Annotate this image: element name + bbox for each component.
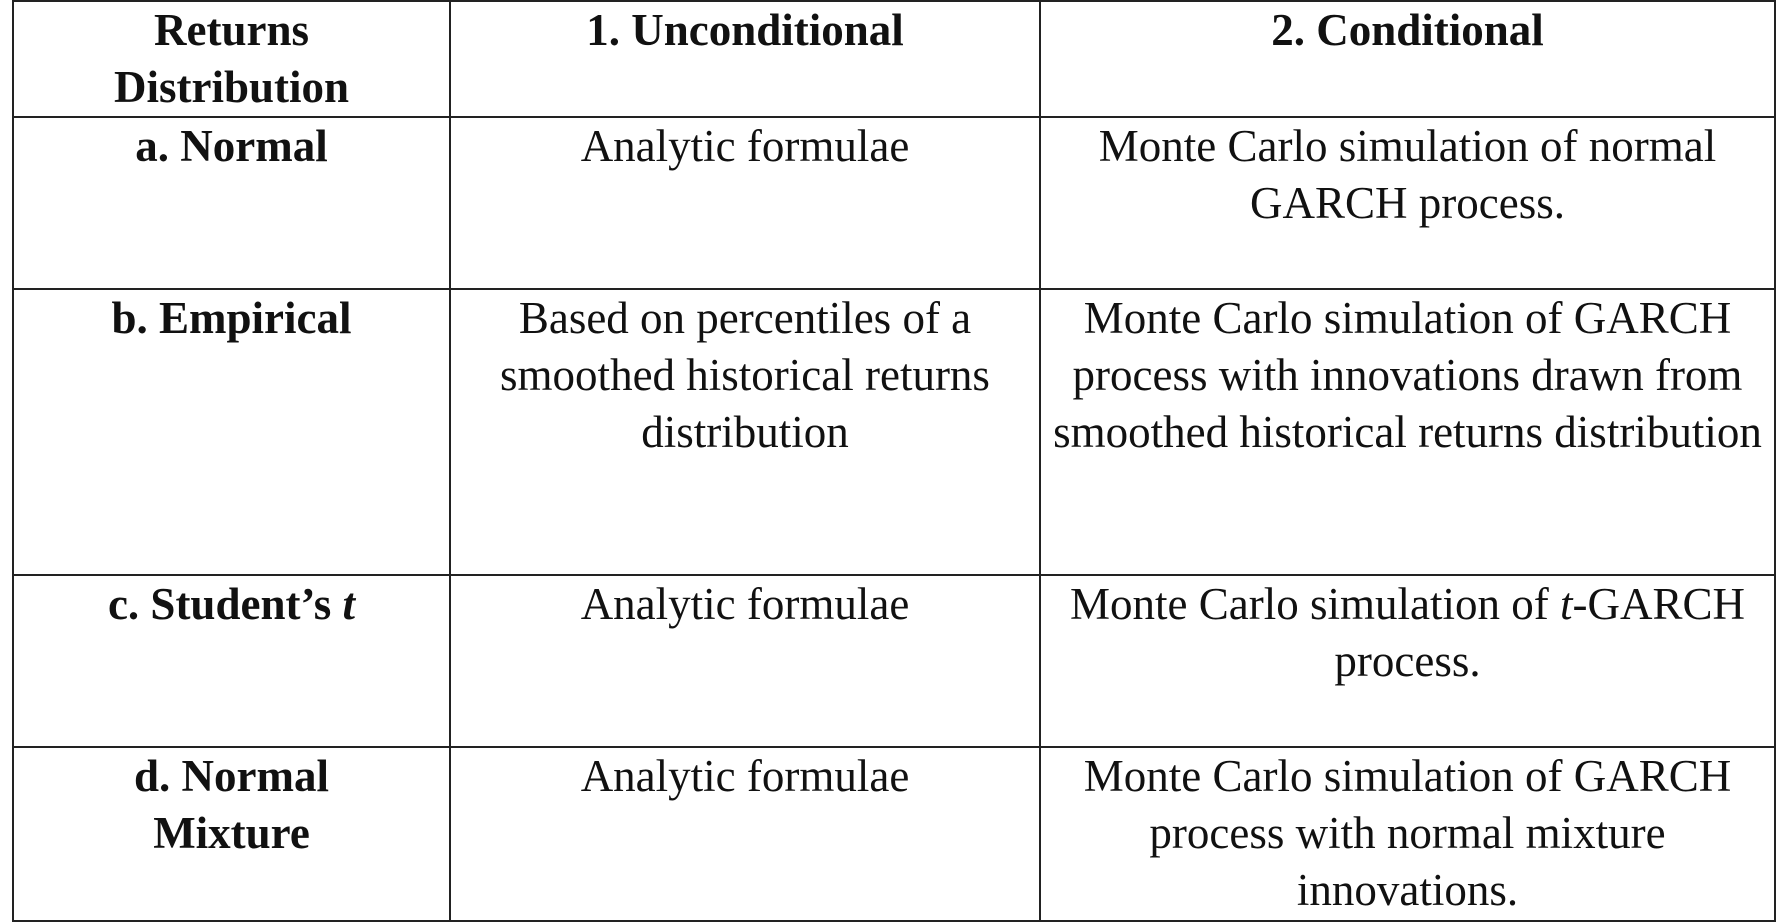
conditional-cell: [1040, 289, 1775, 575]
conditional-method-suffix: -GARCH process.: [1334, 579, 1745, 686]
row-label: a. Normal: [135, 121, 328, 171]
unconditional-cell: [450, 747, 1040, 921]
unconditional-method: Based on percentiles of a smoothed historical returns distribution: [500, 293, 990, 457]
row-label: d. Normal Mixture: [134, 751, 329, 858]
header-conditional: [1040, 1, 1775, 117]
header-label: 2. Conditional: [1271, 5, 1544, 55]
row-label-wrap: [24, 576, 439, 633]
unconditional-cell: [450, 289, 1040, 575]
var-methods-table: [12, 0, 1776, 922]
conditional-method-wrap: [1051, 576, 1764, 690]
conditional-method-italic: t: [1559, 579, 1573, 629]
conditional-method: Monte Carlo simulation of GARCH process with normal mixture innovations.: [1083, 751, 1732, 915]
table-row: [13, 117, 1775, 289]
table-row: [13, 575, 1775, 747]
conditional-cell: [1040, 575, 1775, 747]
conditional-cell: [1040, 747, 1775, 921]
table-row: [13, 747, 1775, 921]
header-label: Returns Distribution: [113, 5, 350, 112]
row-label-cell: [13, 117, 450, 289]
unconditional-method: Analytic formulae: [580, 579, 910, 629]
conditional-method: Monte Carlo simulation of normal GARCH process.: [1098, 121, 1717, 228]
unconditional-method: Analytic formulae: [580, 751, 910, 801]
row-label-italic: t: [342, 579, 356, 629]
table-row: [13, 289, 1775, 575]
header-unconditional: [450, 1, 1040, 117]
row-label: c. Student’s: [107, 579, 343, 629]
conditional-method-prefix: Monte Carlo simulation of: [1070, 579, 1560, 629]
conditional-cell: [1040, 117, 1775, 289]
row-label-cell: [13, 289, 450, 575]
row-label: b. Empirical: [111, 293, 352, 343]
conditional-method: Monte Carlo simulation of GARCH process with innovations drawn from smoothed historical returns distribution: [1053, 293, 1762, 457]
header-row: [13, 1, 1775, 117]
header-returns-distribution: [13, 1, 450, 117]
unconditional-cell: [450, 575, 1040, 747]
row-label-cell: [13, 575, 450, 747]
header-label: 1. Unconditional: [586, 5, 904, 55]
unconditional-cell: [450, 117, 1040, 289]
row-label-cell: [13, 747, 450, 921]
methods-table-container: [12, 0, 1774, 922]
unconditional-method: Analytic formulae: [580, 121, 910, 171]
